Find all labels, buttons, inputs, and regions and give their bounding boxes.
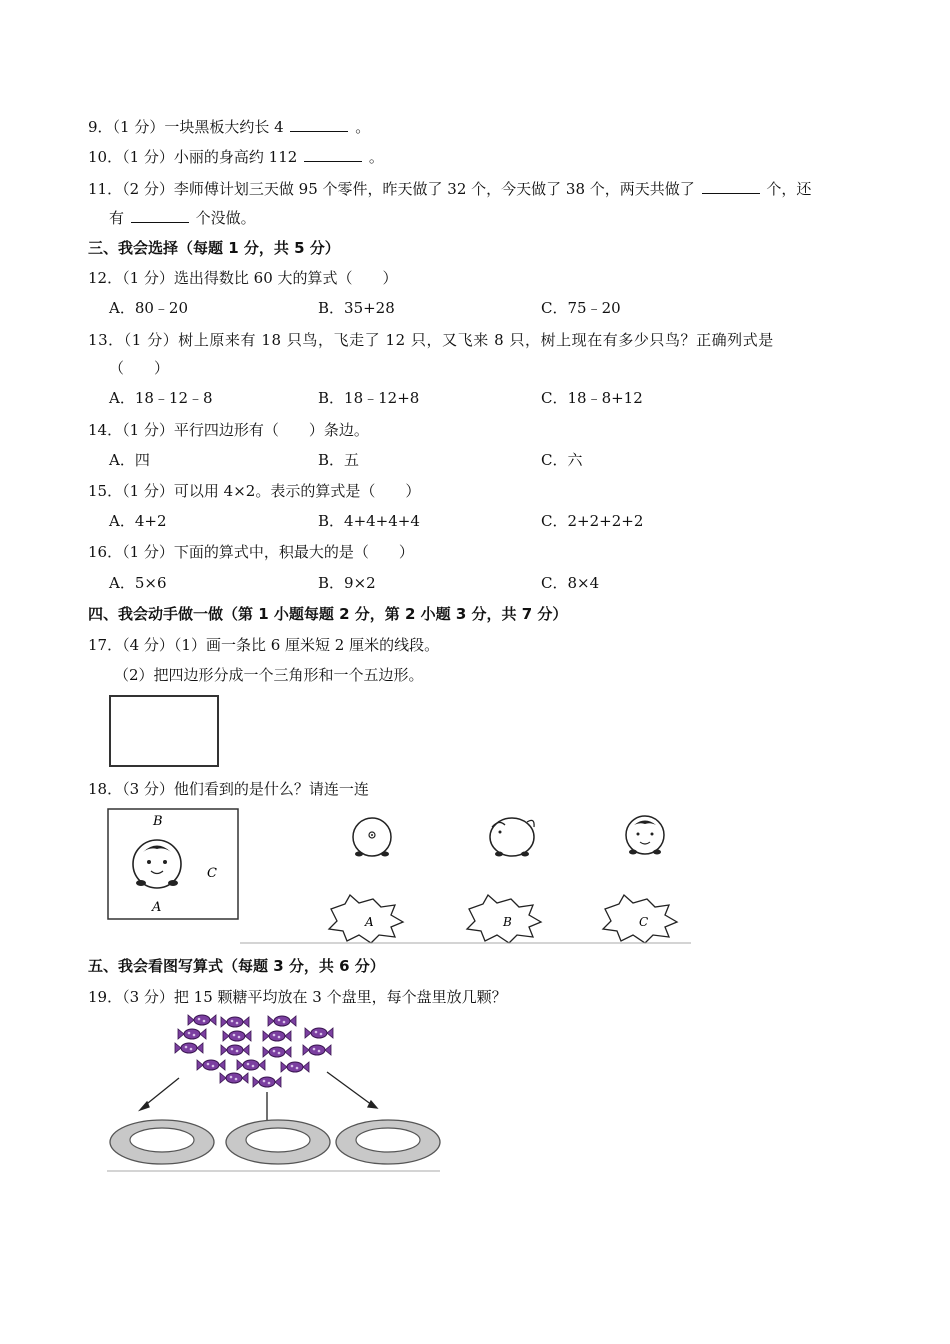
question-12: 12．（1 分）选出得数比 60 大的算式（ ）	[88, 269, 398, 287]
view-matching-figure	[107, 807, 692, 947]
view-front	[626, 816, 664, 855]
option-c[interactable]: C．2+2+2+2	[541, 512, 644, 530]
candy-pile	[175, 1015, 333, 1087]
option-b[interactable]: B．9×2	[318, 574, 376, 592]
badge-b[interactable]	[467, 895, 541, 943]
option-c[interactable]: C．8×4	[541, 574, 600, 592]
svg-text:C: C	[639, 915, 649, 929]
question-11: 11．（2 分）李师傅计划三天做 95 个零件，昨天做了 32 个，今天做了 38 个，两天共做了 个，还	[88, 180, 812, 198]
answer-blank[interactable]	[290, 117, 348, 132]
option-a[interactable]: A．5×6	[109, 574, 167, 592]
question-14: 14．（1 分）平行四边形有（ ）条边。	[88, 421, 369, 439]
section-heading: 五、我会看图写算式（每题 3 分，共 6 分）	[88, 957, 385, 975]
option-c[interactable]: C．75﹣20	[541, 299, 621, 317]
plate-1	[110, 1120, 214, 1164]
answer-blank[interactable]	[304, 147, 362, 162]
badge-c[interactable]	[603, 895, 677, 943]
candy-plates-figure	[107, 1012, 442, 1174]
badge-a[interactable]	[329, 895, 403, 943]
question-13-line2: （ ）	[109, 359, 170, 377]
rectangle-shape[interactable]	[110, 696, 218, 766]
option-c[interactable]: C．18﹣8+12	[541, 389, 643, 407]
plate-2	[226, 1120, 330, 1164]
question-9: 9．（1 分）一块黑板大约长 4 。	[88, 118, 371, 136]
question-17: 17．（4 分）（1）画一条比 6 厘米短 2 厘米的线段。	[88, 636, 440, 654]
question-19: 19．（3 分）把 15 颗糖平均放在 3 个盘里，每个盘里放几颗？	[88, 988, 507, 1006]
option-a[interactable]: A．80﹣20	[109, 299, 189, 317]
view-side	[490, 818, 534, 857]
plate-3	[336, 1120, 440, 1164]
label-b: B	[153, 814, 163, 829]
option-a[interactable]: A．四	[109, 451, 150, 469]
question-10: 10．（1 分）小丽的身高约 112 。	[88, 148, 384, 166]
option-b[interactable]: B．35+28	[318, 299, 395, 317]
answer-blank[interactable]	[702, 179, 760, 194]
question-18: 18．（3 分）他们看到的是什么？请连一连	[88, 780, 369, 798]
svg-text:A: A	[365, 915, 374, 929]
option-a[interactable]: A．4+2	[109, 512, 167, 530]
svg-text:B: B	[503, 915, 512, 929]
option-b[interactable]: B．五	[318, 451, 360, 469]
option-c[interactable]: C．六	[541, 451, 583, 469]
section-heading: 四、我会动手做一做（第 1 小题每题 2 分，第 2 小题 3 分，共 7 分）	[88, 605, 568, 623]
view-top	[353, 818, 391, 857]
question-15: 15．（1 分）可以用 4×2。表示的算式是（ ）	[88, 482, 421, 500]
option-a[interactable]: A．18﹣12﹣8	[109, 389, 213, 407]
option-b[interactable]: B．18﹣12+8	[318, 389, 420, 407]
question-13: 13．（1 分）树上原来有 18 只鸟，飞走了 12 只，又飞来 8 只，树上现在有多少只鸟？正确列式是	[88, 331, 774, 349]
quadrilateral-figure[interactable]	[109, 695, 221, 769]
label-c: C	[207, 866, 217, 881]
question-11-line2: 有 个没做。	[109, 209, 256, 227]
question-17-part2: （2）把四边形分成一个三角形和一个五边形。	[114, 666, 424, 684]
section-heading: 三、我会选择（每题 1 分，共 5 分）	[88, 239, 340, 257]
doll-figure	[133, 840, 181, 888]
option-b[interactable]: B．4+4+4+4	[318, 512, 420, 530]
answer-blank[interactable]	[131, 208, 189, 223]
label-a: A	[152, 900, 162, 915]
question-16: 16．（1 分）下面的算式中，积最大的是（ ）	[88, 543, 414, 561]
